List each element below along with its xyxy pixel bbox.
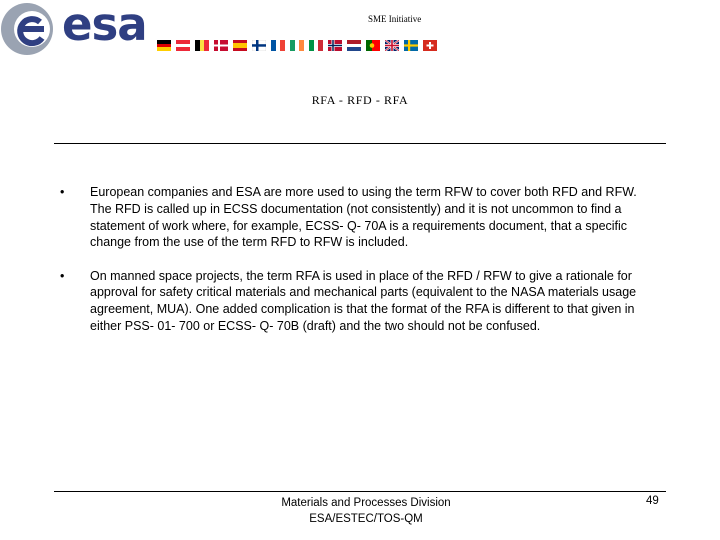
slide-title: RFA - RFD - RFA (311, 93, 409, 107)
header-label: SME Initiative (368, 14, 422, 24)
bullet-text: European companies and ESA are more used to using the term RFW to cover both RFD and RFW. The RFD is called up in ECSS documentation (not consistently) and it is not uncommon to find a statement of work where, for example, ECSS- Q- 70A is a requirements document, that a specific change from the use of the term RFD to RFW is included. (90, 185, 637, 250)
flag-denmark-icon (214, 40, 228, 51)
footer-department: ESA/ESTEC/TOS-QM (309, 513, 423, 525)
page-number: 49 (646, 495, 659, 507)
flag-france-icon (271, 40, 285, 51)
esa-logo-mark-icon (0, 0, 70, 60)
flag-austria-icon (176, 40, 190, 51)
bullet-marker-icon: • (60, 268, 65, 283)
flag-germany-icon (157, 40, 171, 51)
flag-ireland-icon (290, 40, 304, 51)
footer-division: Materials and Processes Division (281, 497, 451, 509)
bullet-text: On manned space projects, the term RFA is used in place of the RFD / RFW to give a rationale for approval for safety critical materials and mechanical parts (equivalent to the NASA materials usage agreement, MUA). One added complication is that the format of the RFA is different to that given in either PSS- 01- 700 or ECSS- Q- 70B (draft) and the two should not be confused. (90, 268, 637, 334)
flag-norway-icon (328, 40, 342, 51)
flag-italy-icon (309, 40, 323, 51)
bullet-item-rfa-manned (60, 268, 640, 335)
flag-netherlands-icon (347, 40, 361, 51)
flag-finland-icon (252, 40, 266, 51)
flag-portugal-icon (366, 40, 380, 51)
footer (0, 495, 720, 527)
bullet-list (60, 184, 640, 335)
bullet-marker-icon: • (60, 185, 65, 199)
flag-sweden-icon (404, 40, 418, 51)
esa-logo-wordmark: esa (62, 0, 147, 51)
esa-logo (0, 0, 175, 60)
flag-united-kingdom-icon (385, 40, 399, 51)
flag-spain-icon (233, 40, 247, 51)
bullet-item-rfw-usage (60, 184, 640, 251)
flag-switzerland-icon (423, 40, 437, 51)
flag-belgium-icon (195, 40, 209, 51)
title-divider (54, 143, 666, 144)
footer-divider (54, 491, 666, 492)
